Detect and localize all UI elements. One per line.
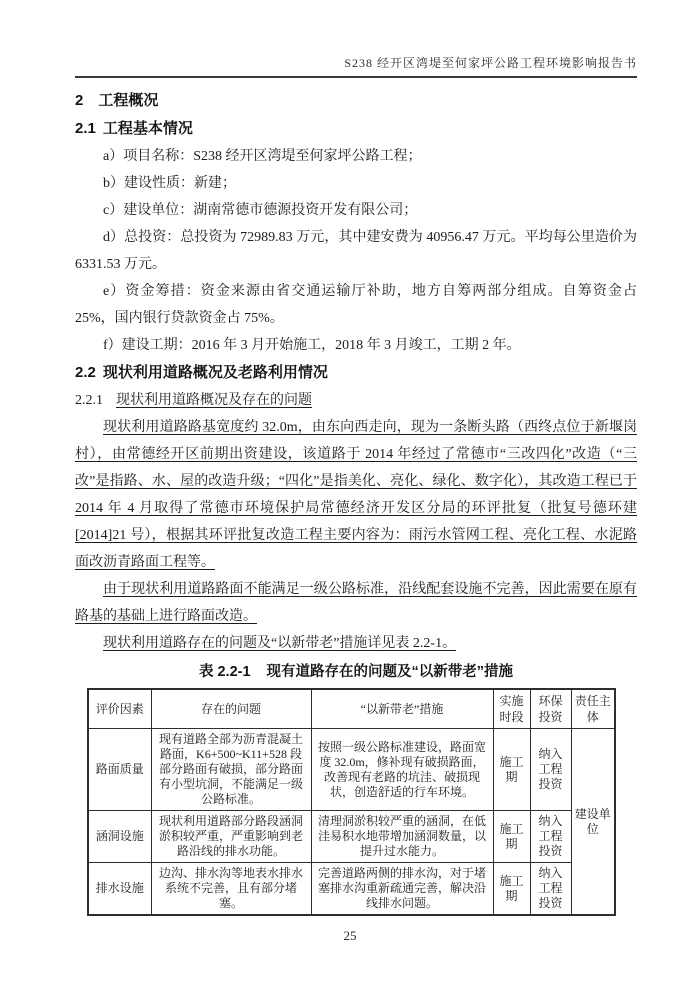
cell-period: 施工期 <box>493 729 530 811</box>
item-f: f）建设工期：2016 年 3 月开始施工，2018 年 3 月竣工，工期 2 年。 <box>103 338 521 353</box>
section-2-2-title: 现状利用道路概况及老路利用情况 <box>102 364 328 381</box>
section-2-2-1-heading <box>75 387 637 414</box>
table-row <box>88 729 615 811</box>
section-2-number: 2 <box>75 92 84 109</box>
section-2-title: 工程概况 <box>98 92 159 109</box>
cell-responsible: 建设单位 <box>571 729 615 916</box>
cell-investment: 纳入工程投资 <box>530 863 571 916</box>
section-2-2-heading <box>75 359 637 387</box>
column-header-measure: “以新带老”措施 <box>311 689 493 729</box>
problems-measures-table <box>87 688 616 916</box>
cell-period: 施工期 <box>493 811 530 863</box>
table-row <box>88 811 615 863</box>
paragraph-road-overview: 现状利用道路路基宽度约 32.0m，由东向西走向，现为一条断头路（西终点位于新堰岗村），由常德经开区前期出资建设，该道路于 2014 年经过了常德市“三改四化”改造（“三改”是指路、水、屋的改造升级；“四化”是指美化、亮化、绿化、数字化），其改造工程已于 2014 年 4 月取得了常德市环境保护局常德经济开发区分局的环评批复（批复号德环建[2014]21 号），根据其环评批复改造工程主要内容为：雨污水管网工程、亮化工程、水泥路面改沥青路面工程等。 <box>75 420 637 570</box>
item-d: d）总投资：总投资为 72989.83 万元，其中建安费为 40956.47 万元。平均每公里造价为 6331.53 万元。 <box>75 230 637 272</box>
paragraph-road-upgrade-need: 由于现状利用道路路面不能满足一级公路标准，沿线配套设施不完善，因此需要在原有路基的基础上进行路面改造。 <box>75 582 637 624</box>
table-caption-title: 现有道路存在的问题及“以新带老”措施 <box>266 664 514 680</box>
table-row <box>88 863 615 916</box>
cell-measure: 按照一级公路标准建设，路面宽度 32.0m，修补现有破损路面，改善现有老路的坑洼、破损现状，创造舒适的行车环境。 <box>311 729 493 811</box>
cell-period: 施工期 <box>493 863 530 916</box>
paragraph-table-reference: 现状利用道路存在的问题及“以新带老”措施详见表 2.2-1。 <box>103 636 457 651</box>
column-header-period: 实施时段 <box>493 689 530 729</box>
column-header-problem: 存在的问题 <box>151 689 311 729</box>
cell-investment: 纳入工程投资 <box>530 811 571 863</box>
column-header-investment: 环保投资 <box>530 689 571 729</box>
cell-factor: 涵洞设施 <box>88 811 151 863</box>
column-header-factor: 评价因素 <box>88 689 151 729</box>
column-header-responsible: 责任主体 <box>571 689 615 729</box>
item-c: c）建设单位：湖南常德市德源投资开发有限公司； <box>103 203 418 218</box>
table-header-row <box>88 689 615 729</box>
section-2-2-1-title: 现状利用道路概况及存在的问题 <box>116 393 312 408</box>
section-2-2-number: 2.2 <box>75 364 96 381</box>
section-2-1-title: 工程基本情况 <box>102 120 193 137</box>
page-header <box>75 54 637 78</box>
page-content <box>75 87 637 916</box>
cell-measure: 清理洞淤积较严重的涵洞，在低洼易积水地带增加涵洞数量，以提升过水能力。 <box>311 811 493 863</box>
section-2-1-number: 2.1 <box>75 120 96 137</box>
header-title: S238 经开区湾堤至何家坪公路工程环境影响报告书 <box>344 56 637 70</box>
table-caption <box>75 658 637 686</box>
item-a: a）项目名称：S238 经开区湾堤至何家坪公路工程； <box>103 149 422 164</box>
section-2-heading <box>75 87 637 115</box>
cell-factor: 排水设施 <box>88 863 151 916</box>
page-number: 25 <box>343 928 357 943</box>
cell-problem: 边沟、排水沟等地表水排水系统不完善，且有部分堵塞。 <box>151 863 311 916</box>
cell-problem: 现状利用道路部分路段涵洞淤积较严重，严重影响到老路沿线的排水功能。 <box>151 811 311 863</box>
item-e: e）资金筹措：资金来源由省交通运输厅补助，地方自筹两部分组成。自筹资金占25%，国内银行贷款资金占 75%。 <box>75 284 637 326</box>
section-2-2-1-number: 2.2.1 <box>75 393 103 408</box>
item-b: b）建设性质：新建； <box>103 176 236 191</box>
table-caption-label: 表 2.2-1 <box>198 664 251 680</box>
section-2-1-heading <box>75 115 637 143</box>
cell-investment: 纳入工程投资 <box>530 729 571 811</box>
cell-factor: 路面质量 <box>88 729 151 811</box>
cell-measure: 完善道路两侧的排水沟，对于堵塞排水沟重新疏通完善，解决沿线排水问题。 <box>311 863 493 916</box>
cell-problem: 现有道路全部为沥青混凝土路面，K6+500~K11+528 段部分路面有破损，部分路面有小型坑洞，不能满足一级公路标准。 <box>151 729 311 811</box>
